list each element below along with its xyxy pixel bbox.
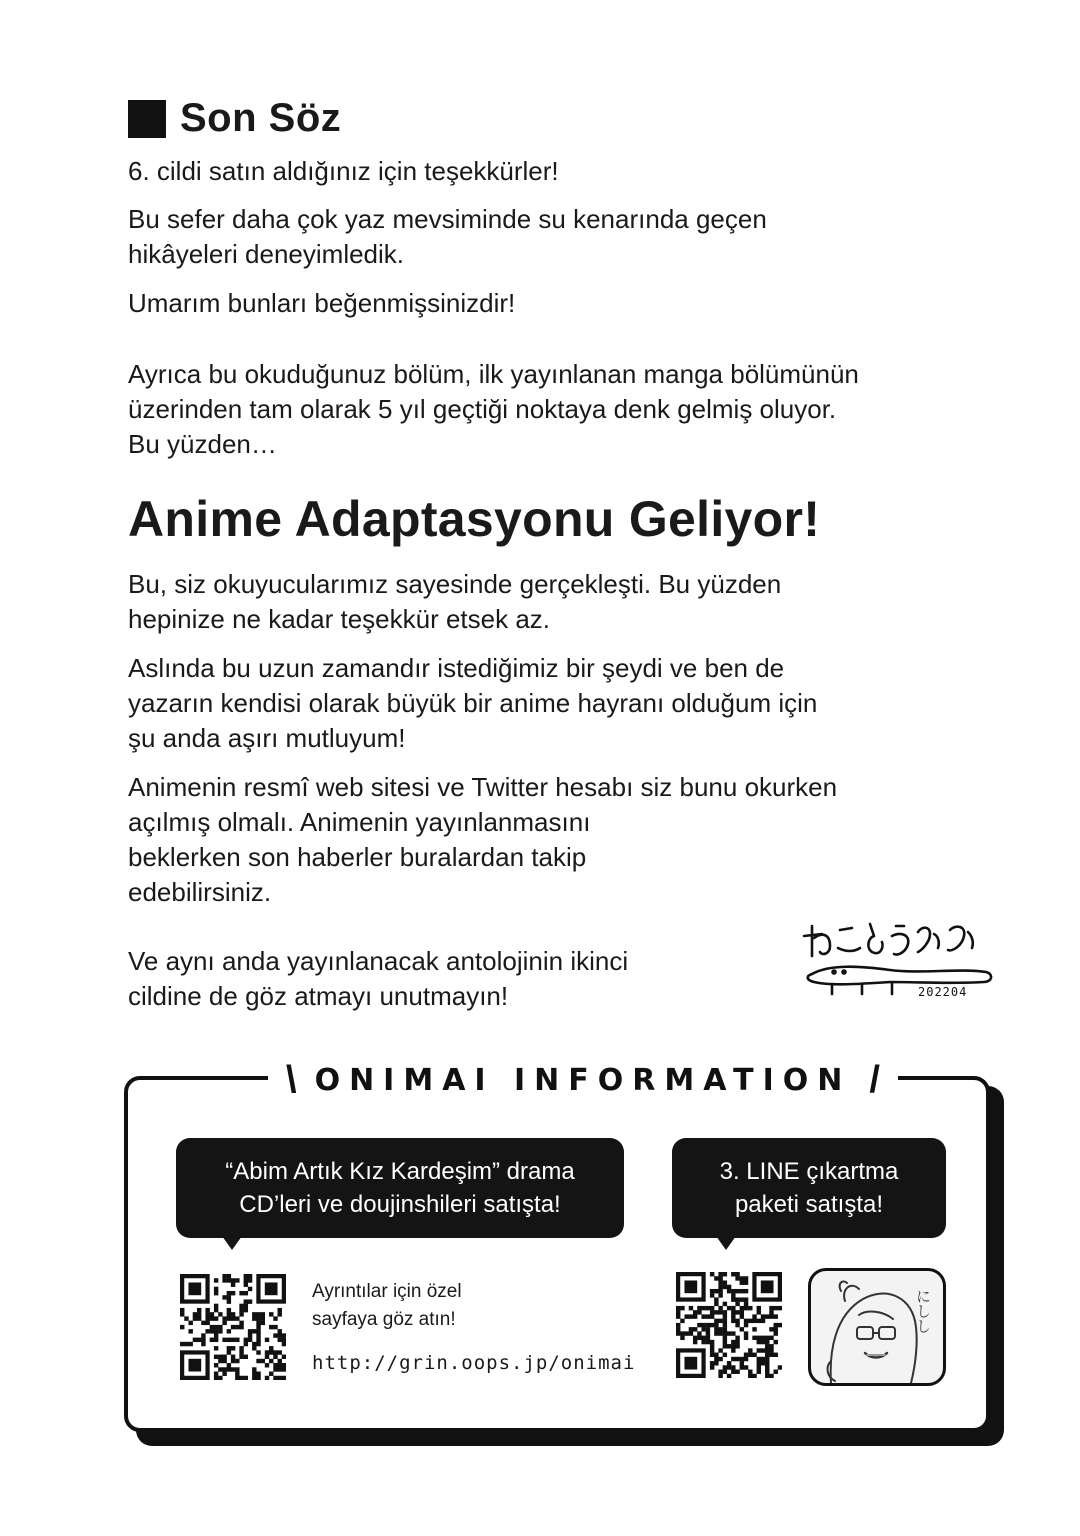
svg-text:にしし: にしし (914, 1288, 932, 1334)
qr-code-icon[interactable] (676, 1272, 782, 1378)
black-square-icon (128, 100, 166, 138)
info-title-bar (268, 1058, 898, 1102)
drama-cd-bubble: “Abim Artık Kız Kardeşim” drama CD’leri ve doujinshileri satışta! (176, 1138, 624, 1238)
paragraph-anniversary: Ayrıca bu okuduğunuz bölüm, ilk yayınlanan manga bölümünün üzerinden tam olarak 5 yıl geçtiği noktaya denk gelmiş oluyor. Bu yüzden… (128, 359, 859, 459)
svg-text:202204: 202204 (918, 985, 968, 999)
paragraph-summer-stories: Bu sefer daha çok yaz mevsiminde su kenarında geçen hikâyeleri deneyimledik. (128, 204, 767, 269)
qr-code-icon[interactable] (180, 1274, 286, 1380)
slash-left-icon: \ (286, 1058, 297, 1101)
paragraph-fan: Aslında bu uzun zamandır istediğimiz bir şeydi ve ben de yazarın kendisi olarak büyük bir anime hayranı olduğum için şu anda aşırı mutluyum! (128, 653, 818, 753)
paragraph-website: Animenin resmî web sitesi ve Twitter hesabı siz bunu okurken açılmış olmalı. Animenin yayınlanmasını beklerken son haberler buralardan takip edebilirsiniz. (128, 772, 838, 907)
onimai-url[interactable]: http://grin.oops.jp/onimai (312, 1352, 636, 1374)
paragraph-hope: Umarım bunları beğenmişsinizdir! (128, 288, 516, 318)
bubble-tail (222, 1236, 242, 1250)
section-heading (128, 96, 341, 141)
paragraph-thanks: 6. cildi satın aldığınız için teşekkürler! (128, 156, 559, 186)
line-sticker-bubble: 3. LINE çıkartma paketi satışta! (672, 1138, 946, 1238)
bubble-tail (716, 1236, 736, 1250)
paragraph-readers: Bu, siz okuyucularımız sayesinde gerçekleşti. Bu yüzden hepinize ne kadar teşekkür etsek az. (128, 569, 782, 634)
info-title: ONIMAI INFORMATION (314, 1062, 852, 1098)
heading-text: Son Söz (180, 96, 342, 140)
sticker-character-icon (808, 1268, 946, 1386)
author-signature (800, 912, 1000, 1002)
paragraph-anthology: Ve aynı anda yayınlanacak antolojinin ikinci cildine de göz atmayı unutmayın! (128, 946, 629, 1011)
anime-announcement: Anime Adaptasyonu Geliyor! (128, 491, 821, 547)
slash-right-icon: / (869, 1058, 880, 1101)
details-text: Ayrıntılar için özel sayfaya göz atın! (312, 1281, 462, 1330)
